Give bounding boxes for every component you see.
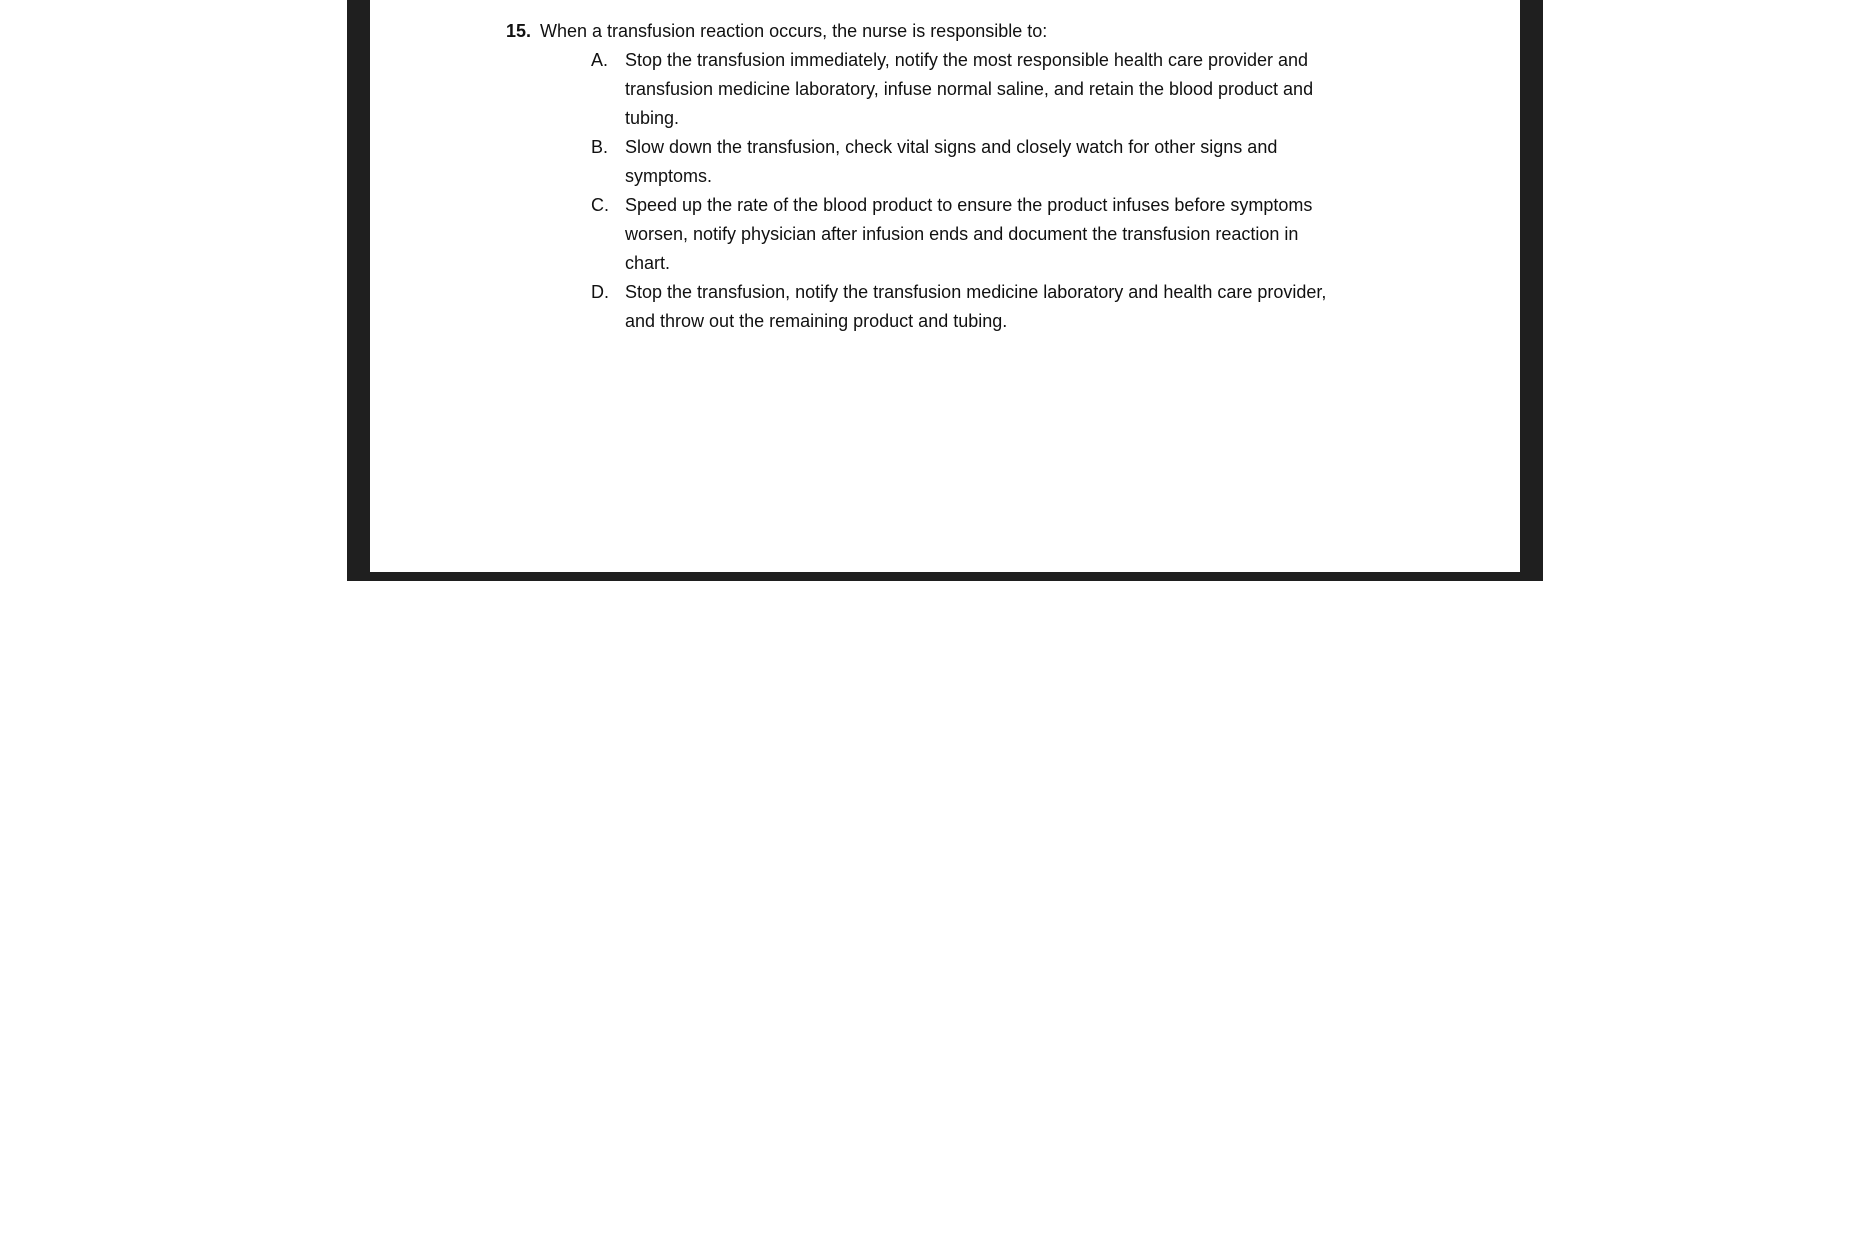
- option-letter: D.: [591, 282, 609, 302]
- option-line: Speed up the rate of the blood product to ensure the product infuses before symptoms: [625, 195, 1313, 215]
- option-text: [625, 191, 1391, 278]
- option-b: [591, 133, 1391, 191]
- answer-options: [591, 46, 1391, 336]
- option-line: worsen, notify physician after infusion ends and document the transfusion reaction in: [625, 224, 1299, 244]
- option-letter: B.: [591, 137, 609, 157]
- option-d: [591, 278, 1391, 336]
- option-line: chart.: [625, 253, 671, 273]
- option-line: tubing.: [625, 108, 680, 128]
- option-line: transfusion medicine laboratory, infuse normal saline, and retain the blood product and: [625, 79, 1314, 99]
- option-text: [625, 278, 1391, 336]
- question-15: [506, 17, 1406, 46]
- option-line: Slow down the transfusion, check vital signs and closely watch for other signs and: [625, 137, 1278, 157]
- option-line: Stop the transfusion immediately, notify the most responsible health care provider and: [625, 50, 1309, 70]
- option-text: [625, 46, 1391, 133]
- option-text: [625, 133, 1391, 191]
- question-text: When a transfusion reaction occurs, the nurse is responsible to:: [540, 21, 1048, 41]
- option-letter: A.: [591, 50, 609, 70]
- option-c: [591, 191, 1391, 278]
- question-number: 15.: [506, 21, 532, 41]
- option-line: and throw out the remaining product and tubing.: [625, 311, 1008, 331]
- option-letter: C.: [591, 195, 609, 215]
- option-line: Stop the transfusion, notify the transfusion medicine laboratory and health care provider,: [625, 282, 1327, 302]
- option-a: [591, 46, 1391, 133]
- document-viewer-frame: [347, 0, 1543, 581]
- option-line: symptoms.: [625, 166, 713, 186]
- document-page: [370, 0, 1520, 572]
